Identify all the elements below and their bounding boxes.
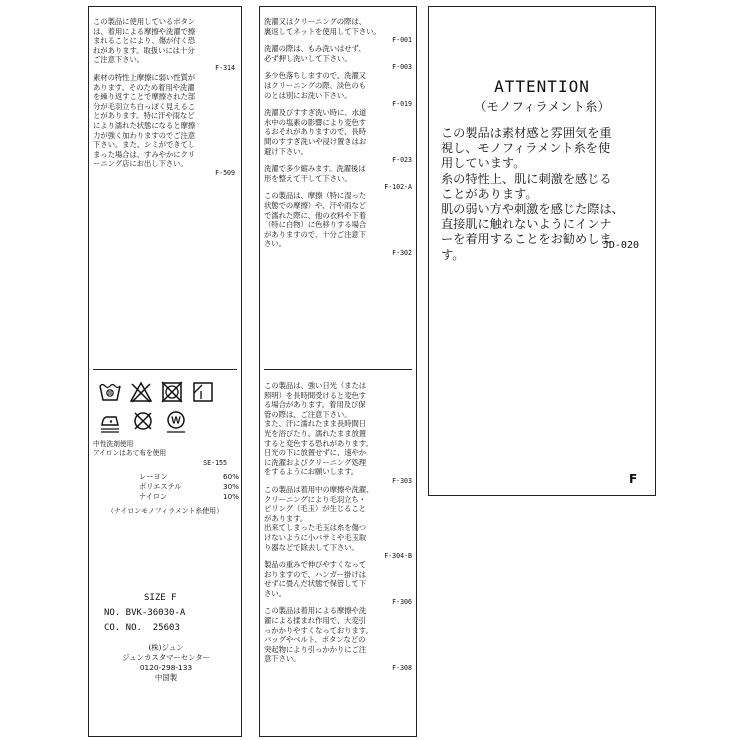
attention-title: ATTENTION — [494, 77, 590, 96]
company-info: (株)ジュン ジュンカスタマーセンター 0120-298-133 中国製 — [121, 643, 211, 682]
care-note-code: F-303 — [392, 476, 412, 485]
monofilament-note: （ナイロンモノフィラメント糸使用） — [107, 507, 223, 515]
product-number: NO. BVK-36030-A — [104, 608, 186, 618]
care-note — [264, 44, 412, 71]
care-note — [264, 17, 412, 44]
care-note-text: 洗濯又はクリーニングの際は、 裏返してネットを使用して下さい。 — [264, 17, 381, 36]
care-note-text: 製品の重みで伸びやすくなって おりますので、ハンガー掛けは せずに畳んだ状態で保管して下 さい。 — [264, 560, 367, 598]
care-note-text: この製品は着用中の摩擦や洗濯、 クリーニングにより毛羽立ち・ ピリング（毛玉）が生じること があります。 出来てしまった毛玉は糸を傷つ けないように小バサミや毛玉取 り器などで除去して下さい。 — [264, 484, 374, 552]
wash-30-icon — [98, 381, 122, 403]
size-label: SIZE F — [144, 593, 177, 603]
care-note-code: F-019 — [392, 100, 412, 109]
no-bleach-icon — [129, 381, 153, 403]
co-number: CO. NO. 25603 — [104, 623, 180, 633]
care-note-text: 洗濯及びすすぎ洗い時に、水道 水中の塩素の影響により変色す るおそれがありますので、長時 間のすすぎ洗いや浸け置きはお 避け下さい。 — [264, 108, 367, 156]
care-notes-top — [264, 17, 412, 257]
tag-divider — [93, 369, 237, 370]
attention-code: JD-020 — [602, 240, 639, 251]
tag-divider — [264, 369, 412, 370]
fiber-percent: 10% — [223, 492, 239, 501]
fiber-name: レーヨン — [139, 472, 168, 481]
care-note-text: 洗濯の際は、もみ洗いはせず、 必ず押し洗いして下さい。 — [264, 44, 366, 63]
care-note-text: この製品は、摩擦（特に湿った 状態での摩擦）や、汗や雨など で濡れた際に、他の衣料や下着 （特に白物）に色移りする場合 がありますので、十分ご注意下 さい。 — [264, 191, 367, 249]
care-notes-bottom — [264, 381, 412, 672]
attention-tag — [428, 6, 656, 496]
fiber-row — [139, 492, 239, 502]
care-note — [264, 606, 412, 672]
care-note-code: F-302 — [392, 248, 412, 257]
wet-clean-icon — [164, 409, 188, 435]
fiber-name: ナイロン — [139, 492, 168, 501]
fiber-name: ポリエステル — [139, 482, 182, 491]
care-note-code: F-001 — [392, 36, 412, 45]
care-note — [264, 560, 412, 606]
care-note-code: F-306 — [392, 598, 412, 607]
detergent-note: 中性洗剤使用 アイロンはあて布を使用 — [93, 440, 167, 457]
code-se155: SE-155 — [203, 459, 227, 467]
care-note-text: 洗濯で多少縮みます。洗濯後は 形を整えて干して下さい。 — [264, 164, 366, 183]
care-note-text: この製品は着用による摩擦や洗 濯による揉まれ作用で、大変引 っかかりやすくなっております。 バッグやベルト、ボタンなどの 突起物により引っかかりにご注 意下さい。 — [264, 606, 373, 664]
no-tumble-dry-icon — [160, 381, 184, 403]
care-note-code: F-023 — [392, 156, 412, 165]
size-f-mark: F — [629, 472, 638, 486]
fiber-percent: 60% — [223, 472, 239, 481]
button-care-text: この製品に使用しているボタン は、着用による摩擦や洗濯で擦 まれることにより、傷が付く恐 れがあります。取扱いには十分 ご注意下さい。 — [93, 17, 196, 65]
care-note — [264, 381, 412, 485]
care-note — [264, 191, 412, 257]
line-dry-shade-icon — [191, 381, 215, 403]
care-symbols-row-1 — [98, 381, 215, 403]
code-f314: F-314 — [215, 64, 235, 72]
care-tag-left — [88, 6, 242, 737]
care-tag-middle — [259, 6, 417, 737]
friction-care-text: 素材の特性上摩擦に弱い性質が あります。そのため着用や洗濯 を繰り返すことで摩擦された部 分が毛羽立ち白っぽく見えるこ とがあります。特に汗や雨など により濡れた状態になると摩擦 力が強く加わりますのでご注意 下さい。また、シミができてし まった場合は、すみやかにクリ ーニング店にお出し下さい。 — [93, 73, 196, 169]
care-note — [264, 108, 412, 164]
care-note-code: F-304-B — [384, 552, 412, 561]
care-note — [264, 485, 412, 560]
care-note-code: F-003 — [392, 63, 412, 72]
fiber-composition — [139, 472, 239, 502]
svg-text:W: W — [171, 415, 181, 427]
attention-body: この製品は素材感と雰囲気を重 視し、モノフィラメント糸を使 用しています。 糸の特性上、肌に刺激を感じる ことがあります。 肌の弱い方や刺激を感じた際は、 直接肌に触れないようにインナ ーを着用することをお勧めしま す。 — [441, 126, 624, 262]
care-note-text: この製品は、強い日光（または 照明）を長時間受けると変色す る場合があります。着用及び保 管の際は、ご注意下さい。 また、汗に濡れたまま長時間日 光を浴びたり、濡れたまま放置 すると変色する恐れがあります。 日光の下に放置せずに、速やか に洗濯およびクリーニング処理 をするようにお願いします。 — [264, 381, 373, 477]
care-note-code: F-308 — [392, 664, 412, 673]
care-note-text: 多少色落ちしますので、洗濯又 はクリーニングの際、淡色のも のとは別にお洗い下さい。 — [264, 71, 366, 100]
fiber-percent: 30% — [223, 482, 239, 491]
fiber-row — [139, 482, 239, 492]
care-note — [264, 164, 412, 191]
fiber-row — [139, 472, 239, 482]
care-note — [264, 71, 412, 108]
care-symbols-row-2 — [98, 409, 188, 435]
code-f509: F-509 — [215, 169, 235, 177]
attention-subtitle: （モノフィラメント糸） — [473, 99, 610, 114]
care-note-code: F-102-A — [384, 183, 412, 192]
no-dry-clean-icon — [131, 409, 155, 433]
iron-low-icon — [98, 409, 122, 435]
